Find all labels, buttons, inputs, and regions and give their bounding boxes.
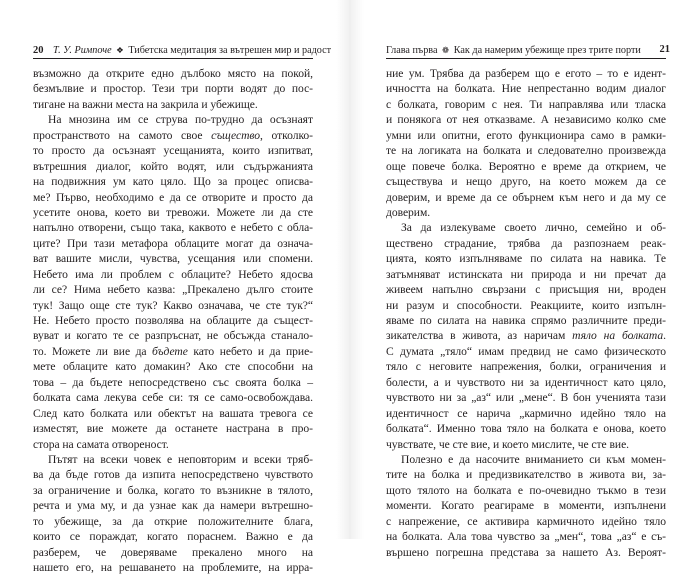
line-text: и понякога от нея отказваме. А независимо колко сме: [386, 113, 666, 127]
text-line: [33, 483, 313, 498]
line-text: ществено страдание, трябва да разпознаем реак-: [386, 236, 666, 250]
text-line: [33, 143, 313, 158]
text-line: [33, 220, 313, 235]
left-page-number: 20: [33, 45, 44, 56]
text-line: [386, 267, 666, 282]
line-text: цията, която изпълняваме по силата на навика. Те: [386, 252, 666, 266]
text-line: [33, 282, 313, 297]
line-text: пространството на самото свое: [33, 128, 212, 142]
text-line: [33, 128, 313, 143]
text-line: [33, 267, 313, 282]
right-running-header: [386, 43, 670, 57]
text-line: [386, 128, 666, 143]
line-text: доверим.: [386, 205, 431, 219]
header-rule: [33, 58, 313, 59]
text-line: [33, 174, 313, 189]
emphasis-text: тяло на болката: [572, 329, 664, 343]
text-line: [386, 498, 666, 513]
line-text: нашето его, на решаването на проблемите, на ирра-: [33, 561, 313, 574]
line-text: зикателства в живота, аз наричам: [386, 329, 573, 343]
line-text: С думата „тяло“ имам предвид не само физическото: [386, 344, 666, 358]
line-text: тите на болка и предизвикателство в живота ви, за-: [386, 468, 666, 482]
text-line: [386, 545, 666, 560]
emphasis-text: бъдете: [152, 344, 188, 358]
text-line: [33, 344, 313, 359]
header-rule: [386, 58, 666, 59]
line-text: с напрежение, се активира кармичното идейно тяло: [386, 514, 666, 528]
line-text: още повече болка. Вероятно е време да открием, че: [386, 159, 666, 173]
left-body-text: [33, 66, 313, 575]
line-text: то. Можете ли вие да: [33, 344, 153, 358]
line-text: ците? При тази метафора облаците могат да означа-: [33, 236, 313, 250]
running-header-author: Т. У. Римпоче: [53, 45, 112, 56]
emphasis-text: същество: [211, 128, 260, 142]
line-text: на болката. Ала това чувство за „мен“, това „аз“ е съ-: [386, 530, 666, 544]
text-line: [386, 375, 666, 390]
line-text: болката сама лекува себе си: тя се само-освобождава.: [33, 391, 313, 405]
left-running-header: [33, 43, 332, 57]
line-text: болката“. Именно това тяло на болката е онова, което: [386, 422, 666, 436]
line-text: За да излекуваме своето лично, семейно и об-: [401, 221, 666, 235]
text-line: [386, 313, 666, 328]
line-text: това – да бъдете непосредствено със своята болка –: [33, 375, 313, 389]
right-page: [350, 0, 700, 559]
text-line: [33, 313, 313, 328]
text-line: [386, 97, 666, 112]
right-page-number: 21: [659, 44, 670, 55]
text-line: [386, 174, 666, 189]
text-line: [386, 220, 666, 235]
text-line: [386, 359, 666, 374]
line-text: Пътят на всеки човек е неповторим и всеки тряб-: [48, 452, 313, 466]
right-body-text: [386, 66, 666, 560]
running-header-book-title: Тибетска медитация за вътрешен мир и радост: [128, 45, 332, 56]
line-text: мете облаците като домакин? Ако сте способни на: [33, 360, 313, 374]
text-line: [33, 452, 313, 467]
line-text: моменти. Когато реагираме в моменти, изпълнени: [386, 499, 666, 513]
text-line: [33, 190, 313, 205]
text-line: [33, 406, 313, 421]
text-line: [33, 390, 313, 405]
text-line: [33, 328, 313, 343]
line-text: След като болката или обектът на вашата тревога се: [33, 406, 313, 420]
text-line: [33, 421, 313, 436]
text-line: [33, 529, 313, 544]
text-line: [33, 66, 313, 81]
line-text: тук! Защо още сте тук? Какво означава, че сте тук?“: [33, 298, 313, 312]
running-header-chapter-title: Как да намерим убежище през трите порти: [453, 45, 641, 56]
text-line: [386, 483, 666, 498]
line-text: болести, а и чувството ни за идентичност като цяло,: [386, 375, 666, 389]
text-line: [386, 344, 666, 359]
text-line: [33, 205, 313, 220]
line-text: ме? Първо, необходимо е да се отворите и просто да: [33, 190, 313, 204]
text-line: [386, 143, 666, 158]
line-text: те на логиката на болката и следователно произвежда: [386, 144, 666, 158]
line-text: които се пораждат, когато пораснем. Важно е да: [33, 530, 313, 544]
line-text: Полезно е да насочите вниманието си към момен-: [401, 452, 666, 466]
line-text: тигане на важни места на закрила и убежище.: [33, 97, 258, 111]
text-line: [386, 529, 666, 544]
text-line: [386, 190, 666, 205]
line-text: ние ум. Трябва да разберем що е егото – то е идент-: [386, 67, 666, 80]
line-text: Небето има ли проблем с облаците? Небето ядосва: [33, 267, 313, 281]
line-text: изместят, вие можете да останете настрана в про-: [33, 422, 313, 436]
text-line: [386, 66, 666, 81]
line-text: безмълвие и простор. Тези три порти водят до пос-: [33, 82, 313, 96]
text-line: [386, 406, 666, 421]
line-text: доверим, и време да се обърнем към него и да му се: [386, 190, 666, 204]
line-text: затъмняват истинската ни природа и ни пречат да: [386, 267, 666, 281]
line-text: напълно отворени, също така, каквото е небето с обла-: [33, 221, 313, 235]
text-line: [33, 251, 313, 266]
line-text: на подвижния ум като цяло. Що за процес описва-: [33, 175, 313, 189]
line-text: за ограничение и болка, когато то възникне в тялото,: [33, 483, 313, 497]
line-text: тяло с неговите напрежения, болки, ограничения и: [386, 360, 666, 374]
text-line: [386, 437, 666, 452]
text-line: [386, 282, 666, 297]
text-line: [33, 81, 313, 96]
line-text: живеем напълно свързани с присъщия ни, вроден: [386, 283, 666, 297]
line-text-tail: като небето и да прие-: [187, 344, 313, 358]
text-line: [33, 236, 313, 251]
text-line: [33, 545, 313, 560]
line-text: разберем, че доверяваме прекалено много на: [33, 545, 313, 559]
line-text: чувствате, че сте вие, и което мислите, че сте вие.: [386, 437, 630, 451]
left-page: [0, 0, 350, 574]
header-ornament-icon: ❖: [116, 45, 124, 55]
line-text-tail: .: [663, 329, 666, 343]
line-text: вършено погрешна представа за нашето Аз. Вероят-: [386, 545, 666, 559]
text-line: [33, 97, 313, 112]
text-line: [386, 467, 666, 482]
text-line: [33, 467, 313, 482]
text-line: [386, 328, 666, 343]
text-line: [386, 159, 666, 174]
line-text: ва да бъде готов да изпита непосредствено чувството: [33, 468, 313, 482]
text-line: [386, 251, 666, 266]
line-text: то просто да осъзнаят усещанията, които изпитват,: [33, 144, 313, 158]
line-text: възможно да открите едно дълбоко място на покой,: [33, 67, 313, 80]
text-line: [386, 514, 666, 529]
text-line: [33, 560, 313, 575]
text-line: [386, 298, 666, 313]
text-line: [33, 375, 313, 390]
line-text: щото тялото на болката е по-очевидно тъкмо в тези: [386, 483, 666, 497]
line-text: яваме по силата на навика спрямо различните преди-: [386, 314, 666, 327]
line-text: чувството ни за „аз“ или „мене“. В бон ученията тази: [386, 391, 666, 405]
line-text: ни разум и способности. Реакциите, които изпълн-: [386, 298, 666, 312]
line-text: ват вашите мисли, чувства, усещания или спомени.: [33, 252, 313, 266]
line-text: усетите онова, което ви тревожи. Можете ли да сте: [33, 205, 313, 219]
text-line: [386, 81, 666, 96]
line-text: ичността на болката. Ние непрестанно водим диалог: [386, 82, 666, 96]
line-text: Не. Небето просто позволява на облаците да същест-: [33, 314, 313, 327]
header-ornament-icon: ❁: [442, 45, 450, 55]
text-line: [386, 112, 666, 127]
line-text-tail: , отколко-: [259, 128, 313, 142]
running-header-chapter: Глава първа: [386, 45, 438, 56]
line-text: вътрешния диалог, който водят, или съдържанията: [33, 159, 313, 173]
line-text: стора на самата отвореност.: [33, 437, 169, 451]
text-line: [33, 498, 313, 513]
line-text: то убежище, за да открие положителните блага,: [33, 514, 313, 528]
text-line: [33, 514, 313, 529]
line-text: умни или опитни, егото функционира само в рамки-: [386, 128, 666, 142]
text-line: [386, 390, 666, 405]
line-text: идентичност се нарича „кармично идейно тяло на: [386, 406, 666, 420]
line-text: вуват и когато те се разпръснат, не обсъжда станало-: [33, 329, 313, 343]
text-line: [33, 159, 313, 174]
text-line: [386, 236, 666, 251]
text-line: [386, 421, 666, 436]
text-line: [386, 205, 666, 220]
text-line: [33, 112, 313, 127]
line-text: с болката, говорим с нея. Ти направлява или тласка: [386, 97, 666, 111]
line-text: На мнозина им се струва по-трудно да осъзнаят: [48, 113, 313, 127]
text-line: [33, 437, 313, 452]
text-line: [33, 298, 313, 313]
line-text: речта и ума му, и да узнае как да намери вътрешно-: [33, 499, 313, 513]
text-line: [33, 359, 313, 374]
line-text: ли се? Нима небето казва: „Прекалено дълго стоите: [33, 283, 313, 297]
text-line: [386, 452, 666, 467]
line-text: съществува и нещо друго, на което можем да се: [386, 175, 666, 189]
